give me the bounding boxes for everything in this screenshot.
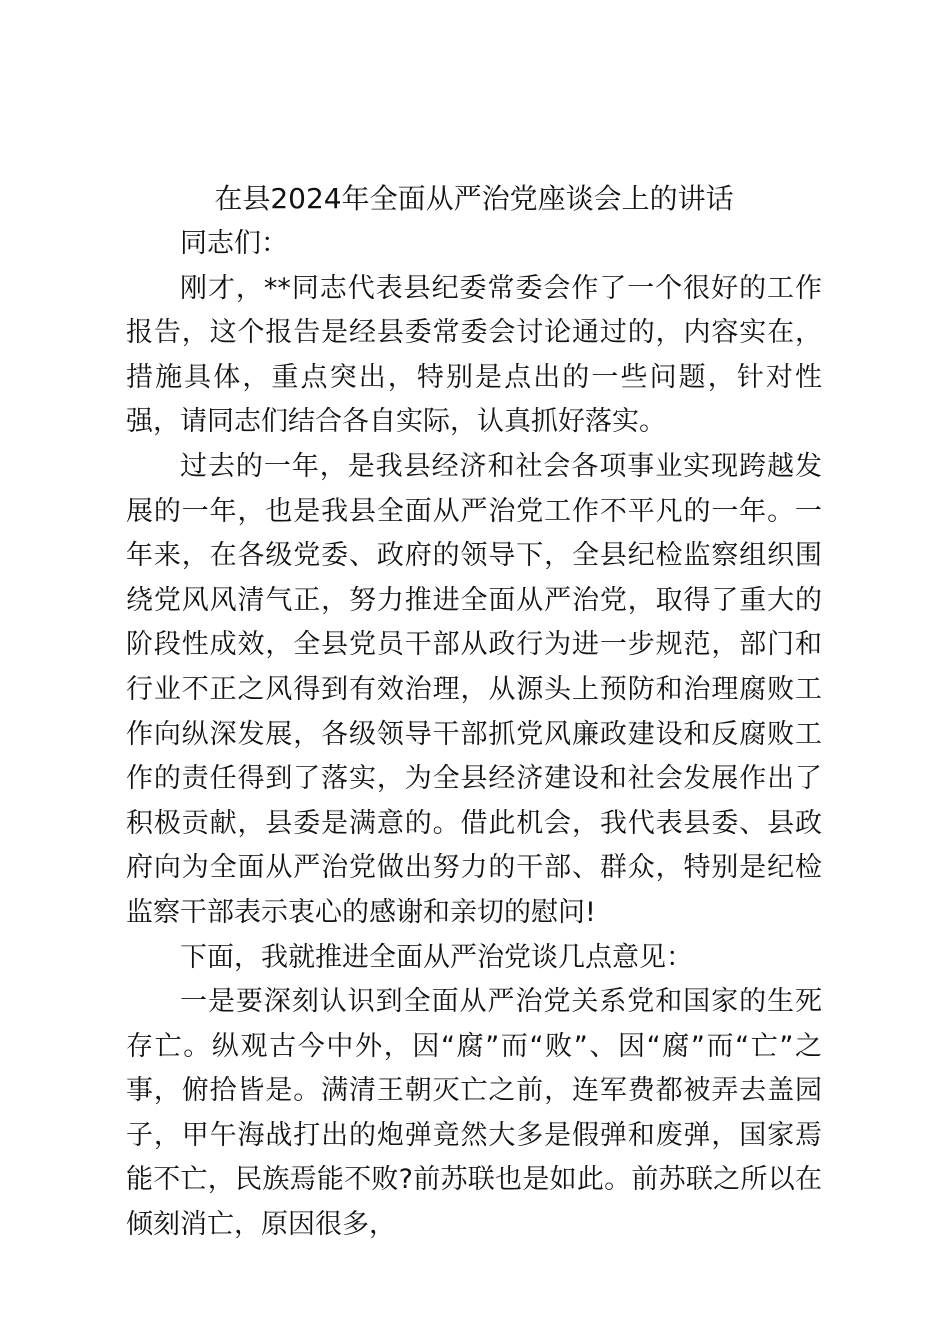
paragraph-2: 过去的一年，是我县经济和社会各项事业实现跨越发展的一年，也是我县全面从严治党工作不平凡的一年。一年来，在各级党委、政府的领导下，全县纪检监察组织围绕党风风清气正，努力推进全面从严治党，取得了重大的阶段性成效，全县党员干部从政行为进一步规范，部门和行业不正之风得到有效治理，从源头上预防和治理腐败工作向纵深发展，各级领导干部抓党风廉政建设和反腐败工作的责任得到了落实，为全县经济建设和社会发展作出了积极贡献，县委是满意的。借此机会，我代表县委、县政府向为全面从严治党做出努力的干部、群众，特别是纪检监察干部表示衷心的感谢和亲切的慰问! (126, 450, 822, 928)
paragraph-3: 下面，我就推进全面从严治党谈几点意见： (180, 941, 693, 973)
document-title: 在县2024年全面从严治党座谈会上的讲话 (214, 182, 734, 215)
paragraph-4: 一是要深刻认识到全面从严治党关系党和国家的生死存亡。纵观古今中外，因“腐”而“败”、因“腐”而“亡”之事，俯拾皆是。满清王朝灭亡之前，连军费都被弄去盖园子，甲午海战打出的炮弹竟然大多是假弹和废弹，国家焉能不亡，民族焉能不败?前苏联也是如此。前苏联之所以在倾刻消亡，原因很多， (126, 986, 822, 1241)
paragraph-1: 刚才，**同志代表县纪委常委会作了一个很好的工作报告，这个报告是经县委常委会讨论通过的，内容实在，措施具体，重点突出，特别是点出的一些问题，针对性强，请同志们结合各自实际，认真抓好落实。 (126, 272, 822, 438)
salutation: 同志们： (180, 228, 288, 259)
document-body (126, 176, 822, 1248)
